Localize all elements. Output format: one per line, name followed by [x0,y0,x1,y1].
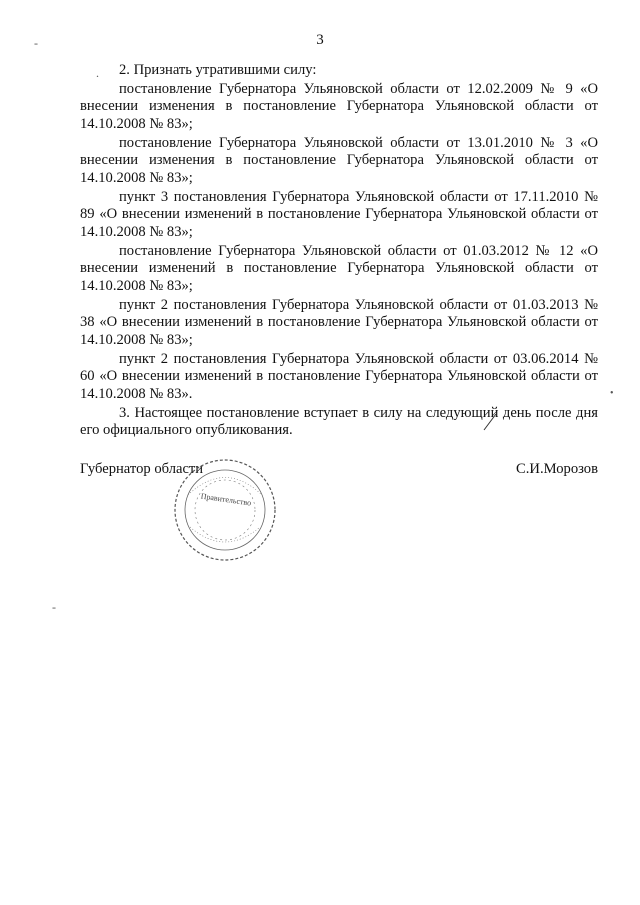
seal-text: Правительство [200,491,252,508]
document-body [80,62,598,441]
pen-stroke-mark [480,412,500,432]
paragraph: 3. Настоящее постановление вступает в силу на следующий день после дня его официального опубликования. [80,404,598,439]
official-seal [170,455,280,565]
scan-mark: - [34,36,38,50]
scan-mark: . [96,66,99,80]
paragraph: 2. Признать утратившими силу: [119,62,317,78]
scan-mark: - [52,600,56,614]
signatory-name: С.И.Морозов [516,461,598,477]
paragraph: пункт 2 постановления Губернатора Ульяновской области от 01.03.2013 № 38 «О внесении изменений в постановление Губернатора Ульяновской области от 14.10.2008 № 83»; [80,296,598,348]
page-number: 3 [316,32,324,48]
paragraph: постановление Губернатора Ульяновской области от 13.01.2010 № 3 «О внесении изменения в постановление Губернатора Ульяновской области от 14.10.2008 № 83»; [80,134,598,186]
scan-mark: • [610,388,614,399]
paragraph: постановление Губернатора Ульяновской области от 01.03.2012 № 12 «О внесении изменений в постановление Губернатора Ульяновской области от 14.10.2008 № 83»; [80,242,598,294]
paragraph: пункт 3 постановления Губернатора Ульяновской области от 17.11.2010 № 89 «О внесении изменений в постановление Губернатора Ульяновской области от 14.10.2008 № 83»; [80,188,598,240]
signatory-position: Губернатор области [80,461,204,477]
paragraph: пункт 2 постановления Губернатора Ульяновской области от 03.06.2014 № 60 «О внесении изменений в постановление Губернатора Ульяновской области от 14.10.2008 № 83». [80,350,598,402]
paragraph: постановление Губернатора Ульяновской области от 12.02.2009 № 9 «О внесении изменения в постановление Губернатора Ульяновской области от 14.10.2008 № 83»; [80,80,598,132]
